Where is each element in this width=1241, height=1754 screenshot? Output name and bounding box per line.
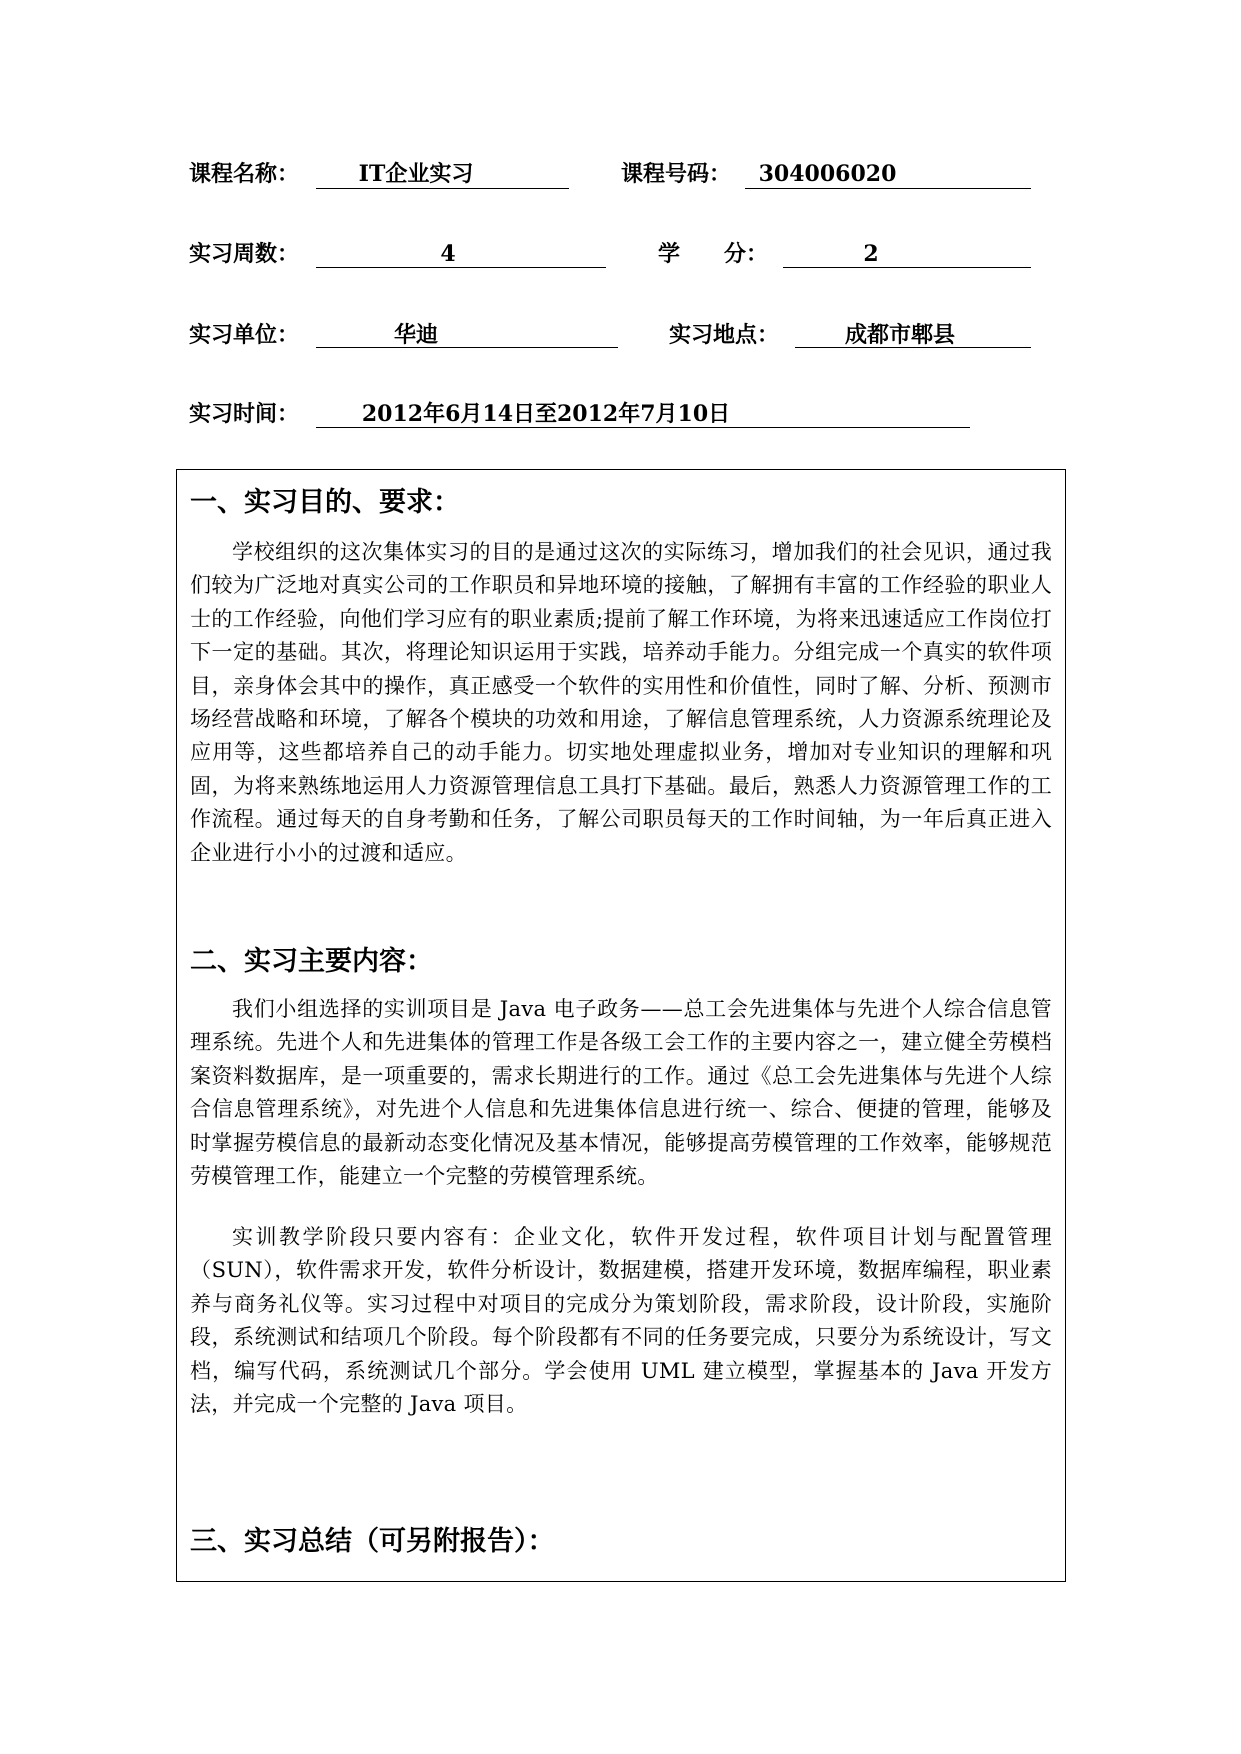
course-name-value: IT企业实习	[358, 161, 474, 187]
content-heading: 二、实习主要内容：	[190, 946, 433, 977]
weeks-label: 实习周数：	[189, 241, 300, 267]
course-code-value: 304006020	[758, 161, 897, 187]
credits-value: 2	[863, 241, 879, 267]
location-label: 实习地点：	[669, 322, 780, 348]
time-value: 2012年6月14日至2012年7月10日	[361, 401, 731, 427]
content-paragraph-2: 实训教学阶段只要内容有：企业文化，软件开发过程，软件项目计划与配置管理（SUN），软件需求开发，软件分析设计，数据建模，搭建开发环境，数据库编程，职业素养与商务礼仪等。实习过程中对项目的完成分为策划阶段，需求阶段，设计阶段，实施阶段，系统测试和结项几个阶段。每个阶段都有不同的任务要完成，只要分为系统设计，写文档，编写代码，系统测试几个部分。学会使用 UML 建立模型，掌握基本的 Java 开发方法，并完成一个完整的 Java 项目。	[190, 1225, 1052, 1417]
purpose-text: 学校组织的这次集体实习的目的是通过这次的实际练习，增加我们的社会见识，通过我们较为广泛地对真实公司的工作职员和异地环境的接触，了解拥有丰富的工作经验的职业人士的工作经验，向他们学习应有的职业素质;提前了解工作环境，为将来迅速适应工作岗位打下一定的基础。其次，将理论知识运用于实践，培养动手能力。分组完成一个真实的软件项目，亲身体会其中的操作，真正感受一个软件的实用性和价值性，同时了解、分析、预测市场经营战略和环境，了解各个模块的功效和用途，了解信息管理系统，人力资源系统理论及应用等，这些都培养自己的动手能力。切实地处理虚拟业务，增加对专业知识的理解和巩固，为将来熟练地运用人力资源管理信息工具打下基础。最后，熟悉人力资源管理工作的工作流程。通过每天的自身考勤和任务，了解公司职员每天的工作时间轴，为一年后真正进入企业进行小小的过渡和适应。	[190, 540, 1052, 865]
location-value: 成都市郫县	[844, 322, 955, 348]
credits-label: 学 分：	[658, 241, 769, 267]
weeks-value: 4	[440, 241, 456, 267]
purpose-heading: 一、实习目的、要求：	[190, 487, 460, 518]
course-name-label: 课程名称：	[189, 161, 300, 187]
course-code-underline	[745, 188, 1031, 189]
course-code-label: 课程号码：	[621, 161, 732, 187]
course-name-underline	[316, 188, 569, 189]
unit-label: 实习单位：	[189, 322, 300, 348]
report-box	[176, 469, 1066, 1582]
time-label: 实习时间：	[189, 401, 300, 427]
content-paragraph-1: 我们小组选择的实训项目是 Java 电子政务——总工会先进集体与先进个人综合信息管理系统。先进个人和先进集体的管理工作是各级工会工作的主要内容之一，建立健全劳模档案资料数据库，是一项重要的，需求长期进行的工作。通过《总工会先进集体与先进个人综合信息管理系统》，对先进个人信息和先进集体信息进行统一、综合、便捷的管理，能够及时掌握劳模信息的最新动态变化情况及基本情况，能够提高劳模管理的工作效率，能够规范劳模管理工作，能建立一个完整的劳模管理系统。	[190, 997, 1052, 1189]
summary-heading: 三、实习总结（可另附报告）：	[190, 1526, 555, 1557]
unit-value: 华迪	[393, 322, 438, 348]
